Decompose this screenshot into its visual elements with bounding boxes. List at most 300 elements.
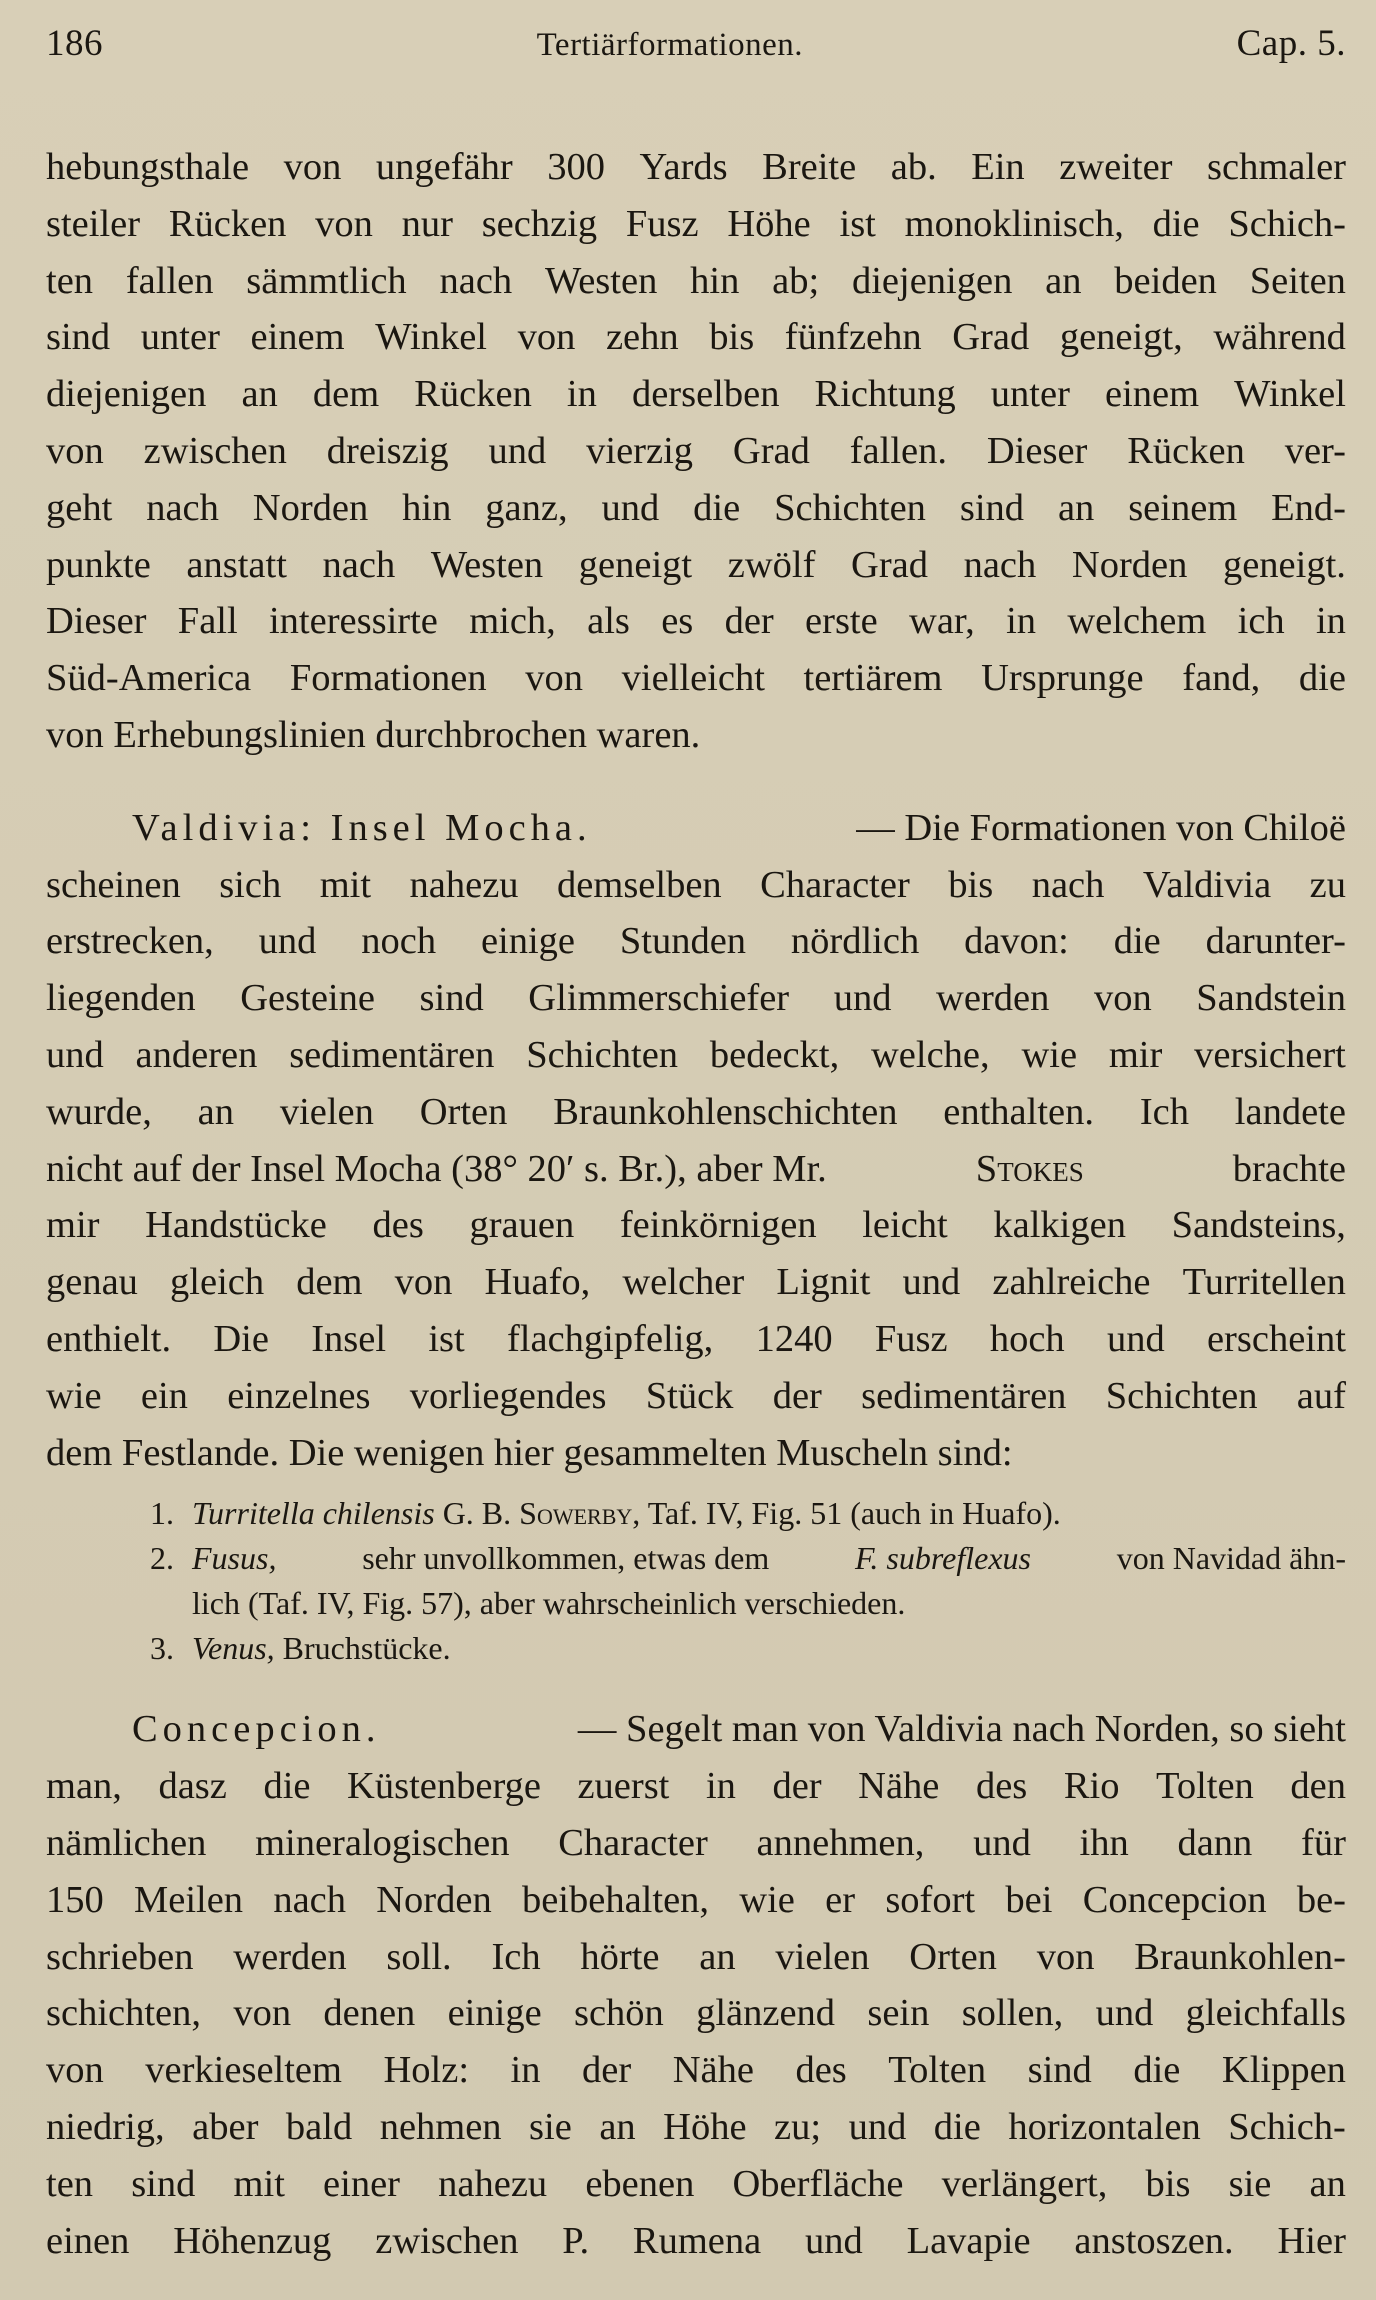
word: von — [46, 429, 104, 472]
word: Breite — [762, 146, 857, 188]
word: Höhenzug — [173, 2219, 332, 2262]
word: ungefähr — [375, 146, 513, 188]
word: ebenen — [585, 2162, 695, 2205]
word: sein — [867, 1992, 930, 2035]
word: Sandstein — [1196, 977, 1346, 1020]
word: an — [599, 2105, 636, 2148]
word: zweiter — [1059, 146, 1173, 188]
word: sedimentären — [289, 1033, 495, 1076]
word: darunter- — [1205, 920, 1346, 963]
text-line — [46, 1929, 1346, 1986]
word: schrieben — [46, 1935, 194, 1978]
word: Fusz — [874, 1317, 948, 1360]
word: gleichfalls — [1185, 1992, 1346, 2035]
running-head — [46, 22, 1346, 82]
word: nur — [401, 202, 453, 245]
list-item — [150, 1491, 1346, 1536]
word: einige — [480, 920, 576, 963]
word: Rio — [1063, 1765, 1120, 1808]
word: vielen — [775, 1935, 870, 1978]
text-line — [46, 309, 1346, 366]
word: sind — [959, 486, 1025, 529]
word: Schichten — [774, 486, 926, 529]
word: ganz, — [485, 486, 568, 529]
word: mich, — [469, 600, 556, 643]
text-line — [46, 1027, 1346, 1084]
word: Grad — [952, 316, 1030, 359]
word: ist — [839, 202, 876, 245]
word: zwischen — [143, 429, 287, 472]
word: Schichten — [1105, 1374, 1258, 1417]
word: Hier — [1277, 2219, 1346, 2262]
word: End- — [1271, 486, 1346, 529]
word: zehn — [605, 316, 679, 359]
word: Winkel — [375, 316, 487, 359]
word: an — [241, 373, 278, 416]
word: war, — [909, 600, 975, 643]
word: enthielt. — [46, 1317, 172, 1360]
word: die — [1113, 920, 1161, 963]
paragraph-2 — [46, 800, 1346, 1482]
word: in — [1315, 600, 1346, 643]
section-heading-valdivia: Valdivia: Insel Mocha. — [132, 806, 592, 849]
word: niedrig, — [46, 2105, 165, 2148]
word: hörte — [580, 1935, 660, 1978]
word: Tolten — [888, 2049, 987, 2092]
word: sind — [46, 316, 111, 359]
author-name-stokes: Stokes — [975, 1147, 1084, 1190]
word: fallen — [125, 259, 214, 302]
word: Die — [213, 1317, 269, 1360]
text-line — [46, 1084, 1346, 1141]
word: Nähe — [858, 1765, 940, 1808]
text-line — [46, 1254, 1346, 1311]
word: dreiszig — [326, 429, 449, 472]
word: Ursprunge — [981, 657, 1144, 700]
list-number: 2. — [150, 1540, 174, 1577]
word: sind — [131, 2162, 196, 2205]
paragraph-3 — [46, 1701, 1346, 2269]
word: Huafo, — [484, 1261, 591, 1304]
word: Concepcion — [1082, 1878, 1267, 1921]
word: Formationen — [289, 657, 487, 700]
text-line — [46, 196, 1346, 253]
word: monoklinisch, — [904, 202, 1124, 245]
word: aber — [192, 2105, 259, 2148]
word: feinkörnigen — [619, 1204, 817, 1247]
word: dem — [312, 373, 380, 416]
text-line — [46, 537, 1346, 594]
word: Lignit — [776, 1261, 871, 1304]
word: und — [973, 1821, 1031, 1864]
word: einige — [447, 1992, 542, 2035]
word: von — [315, 202, 373, 245]
word: anstoszen. — [1074, 2219, 1234, 2262]
word: von — [394, 1261, 453, 1304]
word: Character — [558, 1821, 708, 1864]
word: wurde, — [46, 1090, 152, 1133]
list-number: 3. — [150, 1630, 174, 1667]
word: beiden — [1114, 259, 1217, 302]
section-heading-concepcion: Concepcion. — [132, 1708, 381, 1751]
word: Sandsteins, — [1171, 1204, 1346, 1247]
word: ihn — [1079, 1821, 1129, 1864]
word: anstatt — [186, 543, 287, 586]
page-number: 186 — [46, 23, 103, 64]
word: zu; — [774, 2105, 822, 2148]
word: nach — [146, 486, 219, 529]
word: Oberfläche — [732, 2162, 904, 2205]
word: Schich- — [1228, 202, 1346, 245]
word: Ich — [1139, 1090, 1189, 1133]
word: Dieser — [46, 600, 147, 643]
word: an — [1045, 259, 1082, 302]
word: Ein — [971, 146, 1025, 188]
text-line — [46, 253, 1346, 310]
word: er — [825, 1878, 856, 1921]
word: be- — [1296, 1878, 1346, 1921]
word: in — [566, 373, 597, 416]
word: Character — [760, 863, 910, 906]
list-item — [150, 1626, 1346, 1671]
word: Grad — [851, 543, 928, 586]
text-line — [46, 650, 1346, 707]
word: Rumena — [632, 2219, 762, 2262]
text-line — [46, 857, 1346, 914]
word: schmaler — [1207, 146, 1346, 188]
word: und — [848, 2105, 907, 2148]
word: in — [1006, 600, 1037, 643]
word: die — [1133, 2049, 1181, 2092]
word: welcher — [622, 1261, 745, 1304]
word: annehmen, — [756, 1821, 925, 1864]
word: als — [587, 600, 630, 643]
word: werden — [233, 1935, 347, 1978]
word: hin — [690, 259, 740, 302]
word: 1240 — [755, 1317, 833, 1360]
word: Valdivia — [1142, 863, 1272, 906]
word: interessirte — [268, 600, 438, 643]
word: Höhe — [663, 2105, 747, 2148]
word: fallen. — [849, 429, 947, 472]
word: zu — [1309, 863, 1346, 906]
word: Holz: — [383, 2049, 470, 2092]
word: Orten — [419, 1090, 508, 1133]
word: bis — [1145, 2162, 1191, 2205]
word: mit — [319, 863, 372, 906]
word: von — [283, 146, 342, 188]
word: seinem — [1128, 486, 1238, 529]
word: sedimentären — [861, 1374, 1067, 1417]
word: Braunkohlenschichten — [553, 1090, 898, 1133]
text-line: dem Festlande. Die wenigen hier gesammelten Muscheln sind: — [46, 1431, 1013, 1474]
text-line — [46, 1368, 1346, 1425]
word: hin — [402, 486, 452, 529]
word: Dieser — [986, 429, 1088, 472]
word: die — [1152, 202, 1200, 245]
running-title: Tertiärformationen. — [536, 27, 804, 63]
word: Schich- — [1228, 2105, 1346, 2148]
word: von — [46, 2049, 104, 2092]
text-line — [46, 1311, 1346, 1368]
word: enthalten. — [943, 1090, 1094, 1133]
word: Fall — [177, 600, 238, 643]
text-segment: Bruchstücke. — [282, 1630, 451, 1667]
word: 300 — [547, 146, 606, 188]
word: Klippen — [1221, 2049, 1346, 2092]
word: sollen, — [961, 1992, 1064, 2035]
word: geneigt, — [1059, 316, 1183, 359]
text-segment: — Segelt man von Valdivia nach Norden, so sieht — [577, 1708, 1346, 1751]
text-segment: , Taf. IV, Fig. 51 (auch in Huafo). — [632, 1495, 1061, 1532]
word: horizontalen — [1008, 2105, 1201, 2148]
word: die — [693, 486, 741, 529]
word: an — [1309, 2162, 1346, 2205]
word: geneigt — [578, 543, 693, 586]
word: des — [975, 1765, 1028, 1808]
text-line — [46, 1701, 1346, 1758]
text-line — [46, 913, 1346, 970]
word: 150 — [46, 1878, 104, 1921]
word: Westen — [544, 259, 658, 302]
text-line: von Erhebungslinien durchbrochen waren. — [46, 713, 701, 756]
word: des — [795, 2049, 847, 2092]
word: wie — [739, 1878, 795, 1921]
word: an — [699, 1935, 736, 1978]
word: Glimmerschiefer — [528, 977, 790, 1020]
word: grauen — [469, 1204, 575, 1247]
species-name: Venus, — [192, 1630, 275, 1667]
word: dasz — [158, 1765, 227, 1808]
word: ich — [1237, 600, 1285, 643]
word: wie — [1021, 1033, 1078, 1076]
word: an — [1057, 486, 1095, 529]
word: punkte — [46, 543, 151, 586]
word: demselben — [557, 863, 722, 906]
word: und — [902, 1261, 961, 1304]
word: beibehalten, — [521, 1878, 710, 1921]
word: ten — [46, 2162, 94, 2205]
word: leicht — [862, 1204, 948, 1247]
word: von — [1036, 1935, 1095, 1978]
word: erscheint — [1206, 1317, 1346, 1360]
word: Rücken — [414, 373, 532, 416]
word: vielen — [279, 1090, 374, 1133]
word: und — [805, 2219, 863, 2262]
text-line — [46, 366, 1346, 423]
word: ab; — [772, 259, 820, 302]
chapter-label: Cap. 5. — [1236, 23, 1346, 64]
word: bis — [948, 863, 994, 906]
list-text — [192, 1536, 1346, 1581]
text-segment: nicht auf der Insel Mocha (38° 20′ s. Br.), aber Mr. — [46, 1147, 827, 1190]
word: Rücken — [168, 202, 287, 245]
word: in — [705, 1765, 736, 1808]
word: während — [1213, 316, 1346, 359]
word: Tolten — [1156, 1765, 1254, 1808]
word: sechzig — [481, 202, 598, 245]
word: einem — [250, 316, 345, 359]
word: man, — [46, 1765, 122, 1808]
word: und — [601, 486, 660, 529]
author-name: G. B. Sowerby — [442, 1495, 633, 1532]
word: landete — [1234, 1090, 1346, 1133]
word: schön — [573, 1992, 664, 2035]
word: dann — [1177, 1821, 1253, 1864]
word: mineralogischen — [255, 1821, 510, 1864]
list-item — [150, 1536, 1346, 1581]
word: zuerst — [577, 1765, 670, 1808]
word: Meilen — [134, 1878, 244, 1921]
word: zahlreiche — [992, 1261, 1151, 1304]
word: des — [372, 1204, 424, 1247]
word: vierzig — [586, 429, 694, 472]
word: auf — [1296, 1374, 1346, 1417]
species-name: Fusus, — [192, 1540, 277, 1577]
word: dem — [296, 1261, 363, 1304]
word: diejenigen — [46, 373, 207, 416]
word: sofort — [885, 1878, 976, 1921]
word: und — [488, 429, 547, 472]
word: erstrecken, — [46, 920, 214, 963]
word: noch — [361, 920, 437, 963]
word: sie — [1228, 2162, 1272, 2205]
word: sind — [419, 977, 484, 1020]
word: steiler — [46, 202, 141, 245]
word: ten — [46, 259, 94, 302]
text-line — [46, 970, 1346, 1027]
word: von — [233, 1992, 292, 2035]
text-line — [46, 1985, 1346, 2042]
word: nehmen — [379, 2105, 502, 2148]
word: nach — [439, 259, 513, 302]
word: Stunden — [619, 920, 747, 963]
word: und — [1095, 1992, 1154, 2035]
word: den — [1290, 1765, 1346, 1808]
word: Schichten — [526, 1033, 679, 1076]
text-line — [46, 1758, 1346, 1815]
word: derselben — [631, 373, 780, 416]
word: der — [582, 2049, 632, 2092]
text-line — [46, 2213, 1346, 2270]
word: nahezu — [438, 2162, 548, 2205]
word: nämlichen — [46, 1821, 207, 1864]
word: geneigt. — [1222, 543, 1346, 586]
word: liegenden — [46, 977, 196, 1020]
word: von — [1093, 977, 1152, 1020]
text-segment: von Navidad ähn- — [1116, 1540, 1346, 1577]
word: Norden — [1071, 543, 1188, 586]
word: glänzend — [696, 1992, 836, 2035]
word: soll. — [386, 1935, 452, 1978]
word: Seiten — [1249, 259, 1346, 302]
word: Insel — [311, 1317, 387, 1360]
species-list — [46, 1491, 1346, 1671]
word: ein — [140, 1374, 188, 1417]
word: Ich — [491, 1935, 541, 1978]
word: die — [933, 2105, 981, 2148]
word: und — [46, 1033, 104, 1076]
word: bald — [285, 2105, 353, 2148]
text-line — [46, 480, 1346, 537]
word: fünfzehn — [784, 316, 922, 359]
word: verkieseltem — [145, 2049, 342, 2092]
word: Orten — [909, 1935, 997, 1978]
word: bedeckt, — [709, 1033, 840, 1076]
text-line — [46, 2156, 1346, 2213]
word: der — [772, 1765, 822, 1808]
word: Gesteine — [240, 977, 375, 1020]
text-line — [46, 1815, 1346, 1872]
word: Westen — [430, 543, 544, 586]
text-line — [46, 1141, 1346, 1198]
word: und — [258, 920, 317, 963]
word: werden — [936, 977, 1050, 1020]
word: sämmtlich — [246, 259, 407, 302]
word: davon: — [964, 920, 1069, 963]
text-line — [46, 139, 1346, 196]
word: welche, — [871, 1033, 990, 1076]
text-line — [46, 1872, 1346, 1929]
word: versichert — [1194, 1033, 1346, 1076]
word: zwölf — [727, 543, 816, 586]
word: die — [263, 1765, 311, 1808]
word: nach — [963, 543, 1037, 586]
species-name: F. subreflexus — [854, 1540, 1031, 1577]
word: der — [772, 1374, 822, 1417]
word: vorliegendes — [409, 1374, 607, 1417]
word: Fusz — [625, 202, 699, 245]
list-text — [192, 1491, 1346, 1536]
word: Braunkohlen- — [1134, 1935, 1346, 1978]
word: nördlich — [790, 920, 920, 963]
word: Lavapie — [906, 2219, 1031, 2262]
word: unter — [990, 373, 1070, 416]
word: Yards — [639, 146, 728, 188]
word: mir — [1108, 1033, 1163, 1076]
species-name: Turritella chilensis — [192, 1495, 435, 1532]
word: vielleicht — [621, 657, 765, 700]
text-line — [46, 800, 1346, 857]
word: diejenigen — [851, 259, 1013, 302]
word: ist — [428, 1317, 465, 1360]
word: mir — [46, 1204, 100, 1247]
word: einem — [1104, 373, 1200, 416]
word: hoch — [989, 1317, 1065, 1360]
text-line — [46, 1197, 1346, 1254]
word: erste — [805, 600, 878, 643]
word: ab. — [890, 146, 937, 188]
word: sich — [219, 863, 282, 906]
word: nach — [1031, 863, 1105, 906]
text-line — [46, 593, 1346, 650]
word: denen — [323, 1992, 416, 2035]
word: fand, — [1182, 657, 1261, 700]
word: bei — [1005, 1878, 1053, 1921]
word: wie — [46, 1374, 102, 1417]
list-number: 1. — [150, 1495, 174, 1532]
word: flachgipfelig, — [506, 1317, 714, 1360]
list-text — [192, 1626, 1346, 1671]
word: welchem — [1067, 600, 1207, 643]
word: für — [1301, 1821, 1346, 1864]
word: Handstücke — [145, 1204, 327, 1247]
word: einer — [323, 2162, 400, 2205]
word: gleich — [170, 1261, 265, 1304]
word: Nähe — [672, 2049, 754, 2092]
word: einen — [46, 2219, 130, 2262]
word: die — [1298, 657, 1346, 700]
